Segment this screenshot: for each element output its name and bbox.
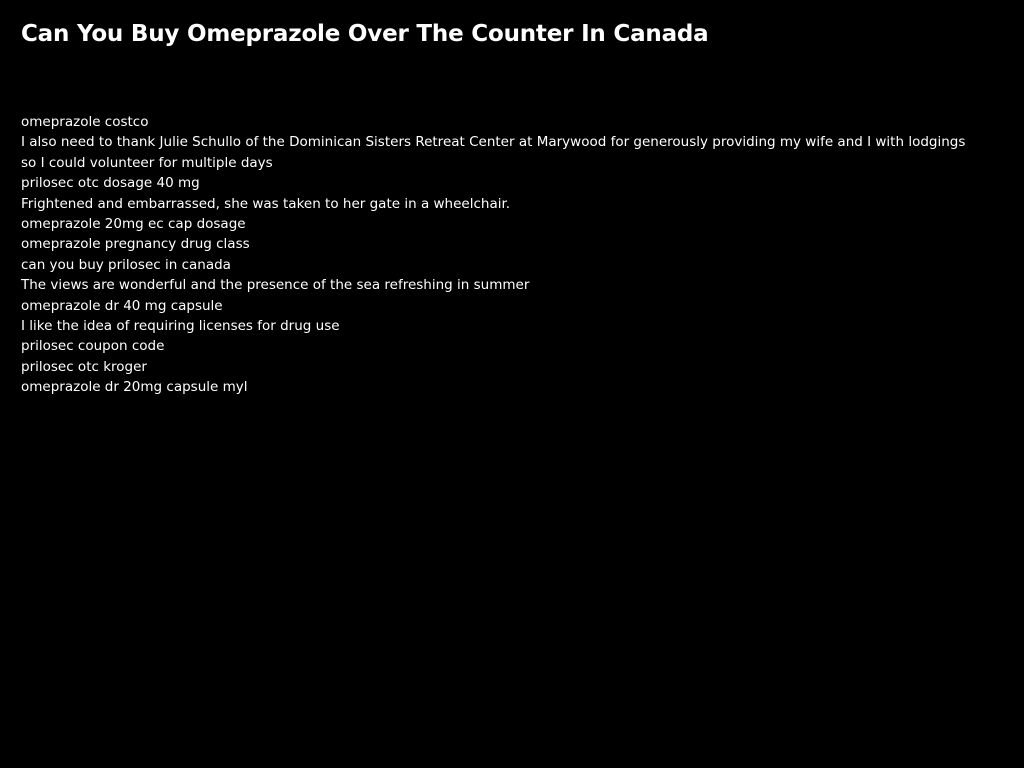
text-line: so I could volunteer for multiple days: [21, 154, 273, 171]
text-line: prilosec otc dosage 40 mg: [21, 175, 200, 192]
text-line: prilosec coupon code: [21, 338, 165, 355]
text-line: I like the idea of requiring licenses for drug use: [21, 318, 340, 335]
page-title: Can You Buy Omeprazole Over The Counter In Canada: [21, 21, 709, 47]
text-line: omeprazole costco: [21, 114, 149, 130]
text-line: Frightened and embarrassed, she was taken to her gate in a wheelchair.: [21, 195, 511, 212]
text-line: prilosec otc kroger: [21, 358, 147, 375]
text-line: omeprazole pregnancy drug class: [21, 236, 250, 253]
text-line: The views are wonderful and the presence of the sea refreshing in summer: [21, 277, 530, 294]
text-lines: [21, 112, 1011, 398]
text-line: omeprazole 20mg ec cap dosage: [21, 216, 246, 233]
text-line: can you buy prilosec in canada: [21, 256, 231, 273]
text-line: I also need to thank Julie Schullo of the Dominican Sisters Retreat Center at Marywood for generously providing my wife and I with lodgings: [21, 134, 966, 151]
document-page: [21, 0, 1011, 768]
text-line: omeprazole dr 40 mg capsule: [21, 297, 223, 314]
text-line: omeprazole dr 20mg capsule myl: [21, 379, 248, 396]
